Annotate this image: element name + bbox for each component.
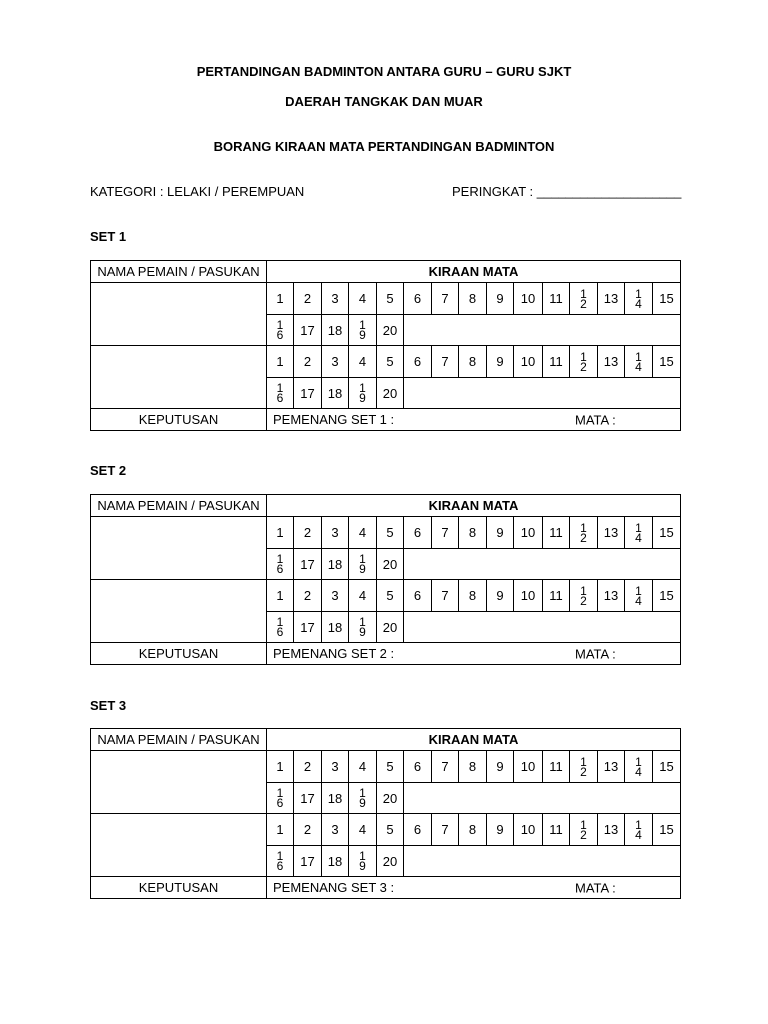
score-cell-15[interactable]: 15 bbox=[653, 814, 681, 846]
score-cell-12[interactable] bbox=[570, 814, 598, 846]
score-cell-13[interactable]: 13 bbox=[598, 814, 625, 846]
score-cell-18[interactable]: 18 bbox=[322, 378, 349, 409]
score-cell-19-top: 1 bbox=[359, 552, 366, 566]
score-row-player-1 bbox=[91, 751, 681, 783]
score-cell-13[interactable]: 13 bbox=[598, 751, 625, 783]
decision-label: KEPUTUSAN bbox=[91, 877, 267, 899]
score-cell-14-bottom: 4 bbox=[635, 530, 642, 545]
score-cell-13[interactable]: 13 bbox=[598, 346, 625, 378]
score-cell-19-top: 1 bbox=[359, 318, 366, 332]
score-cell-9[interactable]: 9 bbox=[487, 283, 514, 315]
decision-row bbox=[91, 877, 681, 899]
score-cell-1[interactable]: 1 bbox=[267, 580, 294, 612]
score-cell-5[interactable]: 5 bbox=[377, 517, 404, 549]
score-cell-14-bottom: 4 bbox=[635, 296, 642, 311]
score-cell-16-top: 1 bbox=[276, 318, 284, 332]
score-cell-14-top: 1 bbox=[635, 286, 642, 301]
score-cell-8[interactable]: 8 bbox=[459, 814, 487, 846]
score-cell-6[interactable]: 6 bbox=[404, 751, 432, 783]
score-cell-14-top: 1 bbox=[635, 817, 642, 832]
score-cell-1[interactable]: 1 bbox=[267, 346, 294, 378]
player-name-cell-1[interactable] bbox=[91, 751, 267, 814]
score-cell-7[interactable]: 7 bbox=[432, 751, 459, 783]
score-cell-11[interactable]: 11 bbox=[543, 580, 570, 612]
set-label-1: SET 1 bbox=[90, 229, 127, 244]
score-cell-2[interactable]: 2 bbox=[294, 751, 322, 783]
set-label-3: SET 3 bbox=[90, 698, 127, 713]
score-row-player-2 bbox=[91, 346, 681, 378]
score-cell-8[interactable]: 8 bbox=[459, 751, 487, 783]
score-cell-18[interactable]: 18 bbox=[322, 612, 349, 643]
score-cell-7[interactable]: 7 bbox=[432, 814, 459, 846]
score-cell-12[interactable] bbox=[570, 283, 598, 315]
score-blank-area bbox=[404, 315, 681, 346]
score-cell-12-bottom: 2 bbox=[580, 296, 587, 311]
score-blank-area bbox=[404, 549, 681, 580]
score-cell-15[interactable]: 15 bbox=[653, 751, 681, 783]
score-cell-7[interactable]: 7 bbox=[432, 580, 459, 612]
player-name-cell-1[interactable] bbox=[91, 283, 267, 346]
score-cell-7[interactable]: 7 bbox=[432, 346, 459, 378]
score-table-set-3 bbox=[90, 728, 681, 899]
score-cell-13[interactable]: 13 bbox=[598, 517, 625, 549]
score-cell-7[interactable]: 7 bbox=[432, 283, 459, 315]
score-cell-1[interactable]: 1 bbox=[267, 751, 294, 783]
set-label-2: SET 2 bbox=[90, 463, 127, 478]
score-cell-16-top: 1 bbox=[276, 552, 284, 566]
score-cell-2[interactable]: 2 bbox=[294, 517, 322, 549]
score-header: KIRAAN MATA bbox=[267, 495, 681, 517]
score-cell-16-top: 1 bbox=[276, 786, 284, 800]
score-cell-16-bottom: 6 bbox=[276, 328, 284, 342]
score-cell-13[interactable]: 13 bbox=[598, 580, 625, 612]
score-cell-5[interactable]: 5 bbox=[377, 346, 404, 378]
score-cell-19[interactable] bbox=[349, 783, 377, 814]
score-cell-11[interactable]: 11 bbox=[543, 283, 570, 315]
score-cell-9[interactable]: 9 bbox=[487, 517, 514, 549]
score-cell-18[interactable]: 18 bbox=[322, 783, 349, 814]
score-cell-19[interactable] bbox=[349, 315, 377, 346]
score-cell-19-bottom: 9 bbox=[359, 859, 366, 873]
score-cell-14-top: 1 bbox=[635, 349, 642, 364]
score-cell-19-top: 1 bbox=[359, 615, 366, 629]
score-cell-18[interactable]: 18 bbox=[322, 315, 349, 346]
score-cell-19-bottom: 9 bbox=[359, 625, 366, 639]
form-title: BORANG KIRAAN MATA PERTANDINGAN BADMINTON bbox=[213, 139, 555, 154]
score-cell-19-top: 1 bbox=[359, 786, 366, 800]
score-cell-20[interactable]: 20 bbox=[377, 549, 404, 580]
decision-row bbox=[91, 643, 681, 665]
score-cell-12-top: 1 bbox=[580, 286, 587, 301]
score-cell-16-bottom: 6 bbox=[276, 625, 284, 639]
header-row bbox=[91, 729, 681, 751]
winner-cell[interactable] bbox=[267, 877, 681, 899]
score-row-player-1 bbox=[91, 517, 681, 549]
score-cell-16-top: 1 bbox=[276, 381, 284, 395]
score-cell-12-top: 1 bbox=[580, 349, 587, 364]
score-cell-16[interactable] bbox=[267, 783, 294, 814]
score-cell-19-top: 1 bbox=[359, 381, 366, 395]
score-cell-4[interactable]: 4 bbox=[349, 283, 377, 315]
kategori-label: KATEGORI : LELAKI / PEREMPUAN bbox=[90, 184, 305, 199]
score-cell-10[interactable]: 10 bbox=[514, 517, 543, 549]
score-cell-7[interactable]: 7 bbox=[432, 517, 459, 549]
score-cell-11[interactable]: 11 bbox=[543, 346, 570, 378]
score-cell-3[interactable]: 3 bbox=[322, 580, 349, 612]
score-cell-16[interactable] bbox=[267, 378, 294, 409]
score-cell-14-bottom: 4 bbox=[635, 359, 642, 374]
score-cell-19-top: 1 bbox=[359, 849, 366, 863]
score-cell-14[interactable] bbox=[625, 751, 653, 783]
score-cell-19[interactable] bbox=[349, 612, 377, 643]
score-blank-area bbox=[404, 783, 681, 814]
score-cell-10[interactable]: 10 bbox=[514, 814, 543, 846]
score-cell-14-top: 1 bbox=[635, 583, 642, 598]
score-cell-16-bottom: 6 bbox=[276, 796, 284, 810]
score-cell-17[interactable]: 17 bbox=[294, 612, 322, 643]
points-label: MATA : bbox=[575, 880, 616, 895]
score-cell-5[interactable]: 5 bbox=[377, 580, 404, 612]
score-cell-1[interactable]: 1 bbox=[267, 814, 294, 846]
score-cell-6[interactable]: 6 bbox=[404, 346, 432, 378]
score-cell-14-top: 1 bbox=[635, 520, 642, 535]
score-cell-2[interactable]: 2 bbox=[294, 580, 322, 612]
score-cell-6[interactable]: 6 bbox=[404, 517, 432, 549]
score-cell-19-bottom: 9 bbox=[359, 391, 366, 405]
name-header: NAMA PEMAIN / PASUKAN bbox=[91, 261, 267, 283]
title-line-1: PERTANDINGAN BADMINTON ANTARA GURU – GURU SJKT bbox=[196, 64, 572, 79]
decision-label: KEPUTUSAN bbox=[91, 643, 267, 665]
score-cell-20[interactable]: 20 bbox=[377, 612, 404, 643]
score-row-player-2 bbox=[91, 814, 681, 846]
score-cell-12-bottom: 2 bbox=[580, 593, 587, 608]
score-cell-12[interactable] bbox=[570, 751, 598, 783]
score-cell-16-bottom: 6 bbox=[276, 391, 284, 405]
score-cell-8[interactable]: 8 bbox=[459, 580, 487, 612]
score-row-player-1 bbox=[91, 283, 681, 315]
score-cell-4[interactable]: 4 bbox=[349, 751, 377, 783]
score-cell-2[interactable]: 2 bbox=[294, 283, 322, 315]
score-cell-11[interactable]: 11 bbox=[543, 814, 570, 846]
score-cell-10[interactable]: 10 bbox=[514, 580, 543, 612]
score-cell-12[interactable] bbox=[570, 517, 598, 549]
score-cell-14[interactable] bbox=[625, 283, 653, 315]
score-cell-11[interactable]: 11 bbox=[543, 517, 570, 549]
score-cell-4[interactable]: 4 bbox=[349, 814, 377, 846]
score-cell-19-bottom: 9 bbox=[359, 562, 366, 576]
score-cell-9[interactable]: 9 bbox=[487, 346, 514, 378]
score-cell-10[interactable]: 10 bbox=[514, 751, 543, 783]
score-cell-1[interactable]: 1 bbox=[267, 517, 294, 549]
score-cell-16[interactable] bbox=[267, 612, 294, 643]
winner-cell[interactable] bbox=[267, 409, 681, 431]
score-cell-8[interactable]: 8 bbox=[459, 517, 487, 549]
player-name-cell-2[interactable] bbox=[91, 346, 267, 409]
score-cell-9[interactable]: 9 bbox=[487, 814, 514, 846]
score-cell-17[interactable]: 17 bbox=[294, 378, 322, 409]
score-cell-16-bottom: 6 bbox=[276, 859, 284, 873]
score-cell-18[interactable]: 18 bbox=[322, 549, 349, 580]
score-cell-11[interactable]: 11 bbox=[543, 751, 570, 783]
winner-label: PEMENANG SET 2 : bbox=[273, 646, 395, 661]
score-cell-5[interactable]: 5 bbox=[377, 751, 404, 783]
score-cell-17[interactable]: 17 bbox=[294, 846, 322, 877]
name-header: NAMA PEMAIN / PASUKAN bbox=[91, 495, 267, 517]
score-cell-12[interactable] bbox=[570, 346, 598, 378]
score-cell-14[interactable] bbox=[625, 580, 653, 612]
score-cell-15[interactable]: 15 bbox=[653, 346, 681, 378]
score-cell-16[interactable] bbox=[267, 549, 294, 580]
score-cell-12-bottom: 2 bbox=[580, 827, 587, 842]
score-cell-17[interactable]: 17 bbox=[294, 549, 322, 580]
score-cell-19-bottom: 9 bbox=[359, 796, 366, 810]
peringkat-label: PERINGKAT : ____________________ bbox=[452, 184, 682, 199]
score-cell-17[interactable]: 17 bbox=[294, 315, 322, 346]
score-cell-5[interactable]: 5 bbox=[377, 283, 404, 315]
score-cell-12[interactable] bbox=[570, 580, 598, 612]
score-cell-12-top: 1 bbox=[580, 754, 587, 769]
score-cell-4[interactable]: 4 bbox=[349, 580, 377, 612]
points-label: MATA : bbox=[575, 646, 616, 661]
score-cell-1[interactable]: 1 bbox=[267, 283, 294, 315]
score-cell-16[interactable] bbox=[267, 315, 294, 346]
score-cell-9[interactable]: 9 bbox=[487, 580, 514, 612]
score-cell-4[interactable]: 4 bbox=[349, 346, 377, 378]
score-cell-15[interactable]: 15 bbox=[653, 283, 681, 315]
score-cell-4[interactable]: 4 bbox=[349, 517, 377, 549]
title-line-2: DAERAH TANGKAK DAN MUAR bbox=[285, 94, 483, 109]
score-cell-12-bottom: 2 bbox=[580, 764, 587, 779]
score-cell-6[interactable]: 6 bbox=[404, 283, 432, 315]
score-cell-3[interactable]: 3 bbox=[322, 346, 349, 378]
player-name-cell-2[interactable] bbox=[91, 580, 267, 643]
score-cell-12-top: 1 bbox=[580, 817, 587, 832]
score-cell-8[interactable]: 8 bbox=[459, 346, 487, 378]
score-cell-20[interactable]: 20 bbox=[377, 846, 404, 877]
score-cell-16-top: 1 bbox=[276, 615, 284, 629]
score-cell-14[interactable] bbox=[625, 346, 653, 378]
score-cell-2[interactable]: 2 bbox=[294, 814, 322, 846]
score-blank-area bbox=[404, 846, 681, 877]
score-cell-20[interactable]: 20 bbox=[377, 315, 404, 346]
score-cell-14-bottom: 4 bbox=[635, 764, 642, 779]
score-cell-2[interactable]: 2 bbox=[294, 346, 322, 378]
score-cell-20[interactable]: 20 bbox=[377, 378, 404, 409]
score-cell-14-bottom: 4 bbox=[635, 593, 642, 608]
score-cell-19[interactable] bbox=[349, 378, 377, 409]
score-header: KIRAAN MATA bbox=[267, 261, 681, 283]
score-cell-15[interactable]: 15 bbox=[653, 580, 681, 612]
score-cell-5[interactable]: 5 bbox=[377, 814, 404, 846]
score-cell-14-bottom: 4 bbox=[635, 827, 642, 842]
decision-row bbox=[91, 409, 681, 431]
score-cell-3[interactable]: 3 bbox=[322, 814, 349, 846]
score-cell-19-bottom: 9 bbox=[359, 328, 366, 342]
score-cell-9[interactable]: 9 bbox=[487, 751, 514, 783]
decision-label: KEPUTUSAN bbox=[91, 409, 267, 431]
score-cell-19[interactable] bbox=[349, 549, 377, 580]
score-cell-20[interactable]: 20 bbox=[377, 783, 404, 814]
score-table-set-1 bbox=[90, 260, 681, 431]
points-label: MATA : bbox=[575, 412, 616, 427]
score-cell-6[interactable]: 6 bbox=[404, 814, 432, 846]
winner-label: PEMENANG SET 3 : bbox=[273, 880, 395, 895]
score-table-set-2 bbox=[90, 494, 681, 665]
name-header: NAMA PEMAIN / PASUKAN bbox=[91, 729, 267, 751]
score-cell-10[interactable]: 10 bbox=[514, 346, 543, 378]
score-cell-3[interactable]: 3 bbox=[322, 283, 349, 315]
score-cell-3[interactable]: 3 bbox=[322, 517, 349, 549]
score-cell-14[interactable] bbox=[625, 517, 653, 549]
player-name-cell-2[interactable] bbox=[91, 814, 267, 877]
winner-cell[interactable] bbox=[267, 643, 681, 665]
score-cell-10[interactable]: 10 bbox=[514, 283, 543, 315]
score-cell-17[interactable]: 17 bbox=[294, 783, 322, 814]
score-header: KIRAAN MATA bbox=[267, 729, 681, 751]
score-cell-14-top: 1 bbox=[635, 754, 642, 769]
score-blank-area bbox=[404, 378, 681, 409]
score-cell-16-bottom: 6 bbox=[276, 562, 284, 576]
score-cell-12-bottom: 2 bbox=[580, 359, 587, 374]
score-cell-15[interactable]: 15 bbox=[653, 517, 681, 549]
score-cell-18[interactable]: 18 bbox=[322, 846, 349, 877]
score-cell-8[interactable]: 8 bbox=[459, 283, 487, 315]
header-row bbox=[91, 261, 681, 283]
score-cell-3[interactable]: 3 bbox=[322, 751, 349, 783]
score-cell-16-top: 1 bbox=[276, 849, 284, 863]
score-blank-area bbox=[404, 612, 681, 643]
score-cell-16[interactable] bbox=[267, 846, 294, 877]
header-row bbox=[91, 495, 681, 517]
score-cell-12-top: 1 bbox=[580, 520, 587, 535]
winner-label: PEMENANG SET 1 : bbox=[273, 412, 395, 427]
score-cell-6[interactable]: 6 bbox=[404, 580, 432, 612]
score-cell-12-top: 1 bbox=[580, 583, 587, 598]
score-row-player-2 bbox=[91, 580, 681, 612]
score-cell-12-bottom: 2 bbox=[580, 530, 587, 545]
score-cell-19[interactable] bbox=[349, 846, 377, 877]
score-cell-14[interactable] bbox=[625, 814, 653, 846]
player-name-cell-1[interactable] bbox=[91, 517, 267, 580]
score-cell-13[interactable]: 13 bbox=[598, 283, 625, 315]
